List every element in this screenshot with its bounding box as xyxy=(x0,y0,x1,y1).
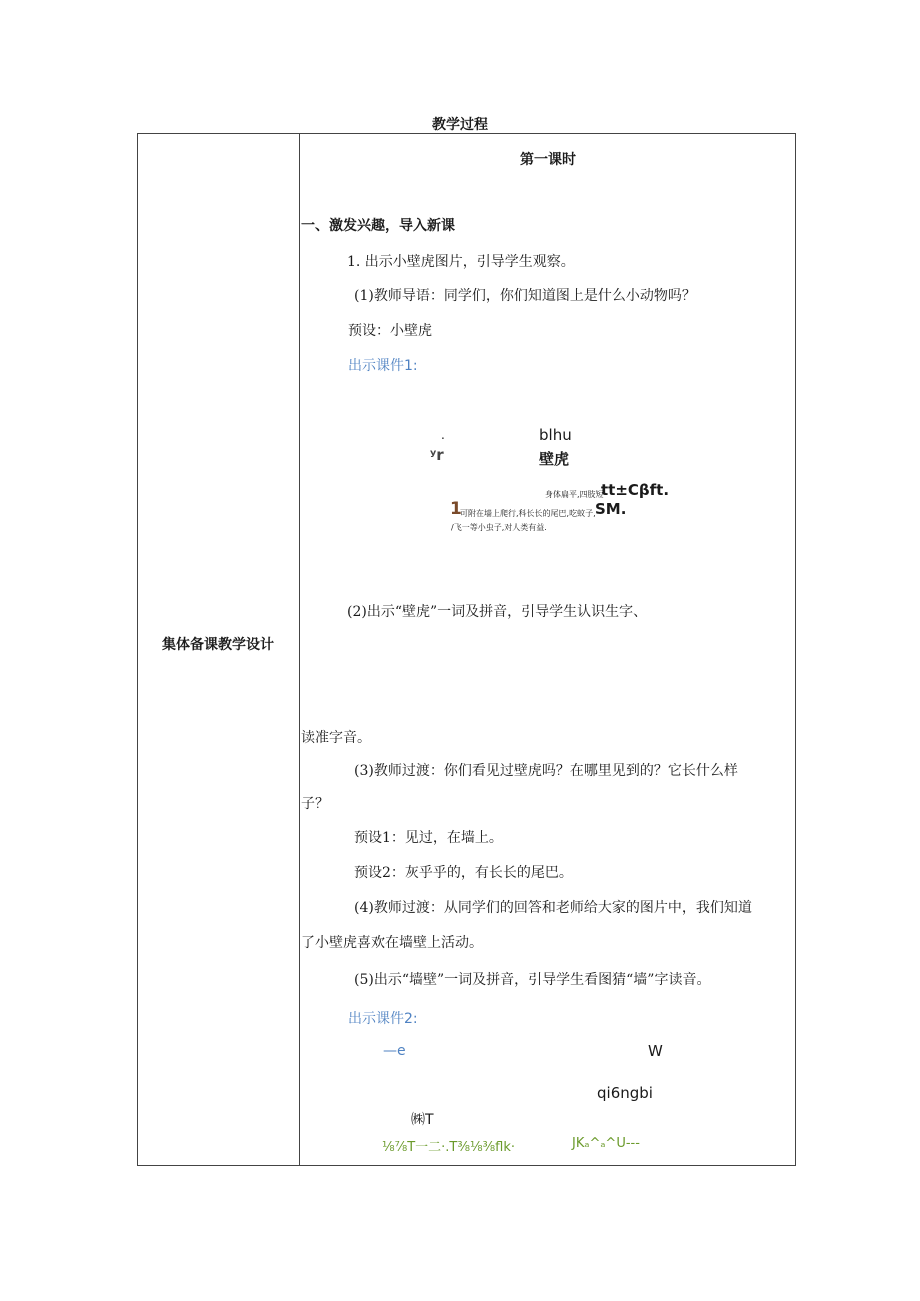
preset: 预设：小壁虎 xyxy=(348,323,432,339)
step-1-1: (1)教师导语：同学们，你们知道图上是什么小动物吗？ xyxy=(354,288,696,304)
courseware-2-right-mark: W xyxy=(648,1042,663,1060)
courseware-1-dot: . xyxy=(441,428,445,442)
courseware-2-label: 出示课件2: xyxy=(348,1011,418,1027)
courseware-2-pinyin: qi6ngbi xyxy=(597,1084,653,1102)
courseware-2-bottom-right: JKₐ^ₐ^U--- xyxy=(572,1136,640,1151)
step-1-4-continued: 了小壁虎喜欢在墙壁上活动。 xyxy=(301,935,483,951)
step-1-3-continued: 子？ xyxy=(301,796,329,812)
step-1-5: (5)出示“墙壁”一词及拼音，引导学生看图猜“墙”字读音。 xyxy=(354,972,711,988)
courseware-2-left-mark: —e xyxy=(383,1043,406,1059)
courseware-1-label: 出示课件1: xyxy=(348,358,418,374)
step-1-4: (4)教师过渡：从同学们的回答和老师给大家的图片中，我们知道 xyxy=(354,900,752,916)
preset-1: 预设1：见过，在墙上。 xyxy=(354,830,503,846)
step-1-2: (2)出示“壁虎”一词及拼音，引导学生认识生字、 xyxy=(347,604,648,620)
courseware-1-desc2: 可附在墙上爬行,科长长的尾巴,吃蚊子, xyxy=(460,509,596,518)
courseware-2-bottom-left: ⅛⅞T一二·.T⅜⅛⅜flk· xyxy=(382,1140,515,1155)
courseware-1-desc2-big: SM. xyxy=(595,500,627,518)
step-1-2-continued: 读准字音。 xyxy=(301,730,371,746)
courseware-1-desc1-big: tt±Cβft. xyxy=(601,481,670,499)
step-1-3: (3)教师过渡：你们看见过壁虎吗？在哪里见到的？它长什么样 xyxy=(354,763,738,779)
courseware-1-mark: ʸr xyxy=(430,446,444,464)
step-1: 1. 出示小壁虎图片，引导学生观察。 xyxy=(347,254,575,270)
column-divider xyxy=(299,133,300,1166)
courseware-1-pinyin: blhu xyxy=(539,426,572,444)
page-title: 教学过程 xyxy=(432,117,488,133)
left-column-label: 集体备课教学设计 xyxy=(162,637,274,653)
preset-2: 预设2：灰乎乎的，有长长的尾巴。 xyxy=(354,865,573,881)
section-heading: 一、激发兴趣，导入新课 xyxy=(301,218,455,234)
courseware-1-desc1: 身体扁平,四肢短 xyxy=(545,490,604,499)
courseware-1-number: 1 xyxy=(450,499,462,519)
courseware-2-tag: ㈱T xyxy=(411,1112,434,1128)
courseware-1-word: 壁虎 xyxy=(539,450,570,468)
courseware-1-desc3: /飞一等小虫子,对人类有益. xyxy=(451,523,547,532)
lesson-title: 第一课时 xyxy=(520,152,576,168)
